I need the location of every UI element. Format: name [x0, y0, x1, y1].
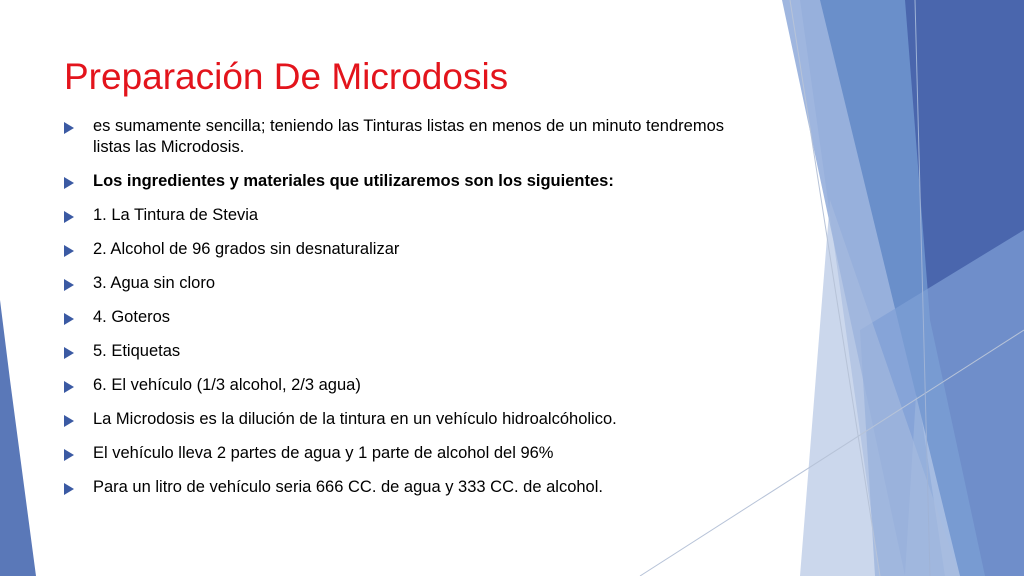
bullet-arrow-icon	[64, 313, 74, 325]
bullet-text: 2. Alcohol de 96 grados sin desnaturalizar	[93, 240, 400, 258]
bullet-item	[62, 307, 762, 328]
bullet-text: El vehículo lleva 2 partes de agua y 1 parte de alcohol del 96%	[93, 444, 554, 462]
deco-thin-line-1	[790, 0, 880, 576]
slide-title: Preparación De Microdosis	[64, 56, 509, 97]
bullet-text: Los ingredientes y materiales que utilizaremos son los siguientes:	[93, 172, 614, 190]
bullet-item	[62, 443, 762, 464]
bullet-arrow-icon	[64, 279, 74, 291]
bullet-text: 6. El vehículo (1/3 alcohol, 2/3 agua)	[93, 376, 361, 394]
bullet-item	[62, 477, 762, 498]
bullet-item	[62, 375, 762, 396]
deco-shape-mid	[820, 0, 1024, 576]
bullet-text: 1. La Tintura de Stevia	[93, 206, 259, 224]
bullet-arrow-icon	[64, 347, 74, 359]
bullet-item	[62, 171, 762, 192]
bullet-arrow-icon	[64, 381, 74, 393]
left-edge-shape	[0, 300, 36, 576]
bullet-item	[62, 116, 762, 158]
bullet-text: 5. Etiquetas	[93, 342, 181, 360]
bullet-arrow-icon	[64, 245, 74, 257]
deco-shape-bottom-light	[800, 200, 960, 576]
bullet-item	[62, 205, 762, 226]
bullet-list	[62, 116, 762, 498]
bullet-arrow-icon	[64, 211, 74, 223]
bullet-arrow-icon	[64, 177, 74, 189]
deco-shape-pale	[800, 0, 945, 576]
bullet-arrow-icon	[64, 122, 74, 134]
bullet-item	[62, 341, 762, 362]
bullet-arrow-icon	[64, 415, 74, 427]
deco-shape-dark	[905, 0, 1024, 576]
bullet-text: 4. Goteros	[93, 308, 171, 326]
bullet-item	[62, 273, 762, 294]
bullet-arrow-icon	[64, 449, 74, 461]
deco-shape-overlay	[860, 230, 1024, 576]
deco-thin-line-3	[915, 0, 930, 576]
deco-shape-light	[782, 0, 940, 576]
bullet-text: La Microdosis es la dilución de la tintura en un vehículo hidroalcóholico.	[93, 410, 617, 428]
bullet-text: Para un litro de vehículo seria 666 CC. de agua y 333 CC. de alcohol.	[93, 478, 603, 496]
bullet-arrow-icon	[64, 483, 74, 495]
bullet-text: es sumamente sencilla; teniendo las Tinturas listas en menos de un minuto tendremos listas las Microdosis.	[93, 117, 725, 156]
bullet-text: 3. Agua sin cloro	[93, 274, 215, 292]
bullet-item	[62, 239, 762, 260]
bullet-item	[62, 409, 762, 430]
